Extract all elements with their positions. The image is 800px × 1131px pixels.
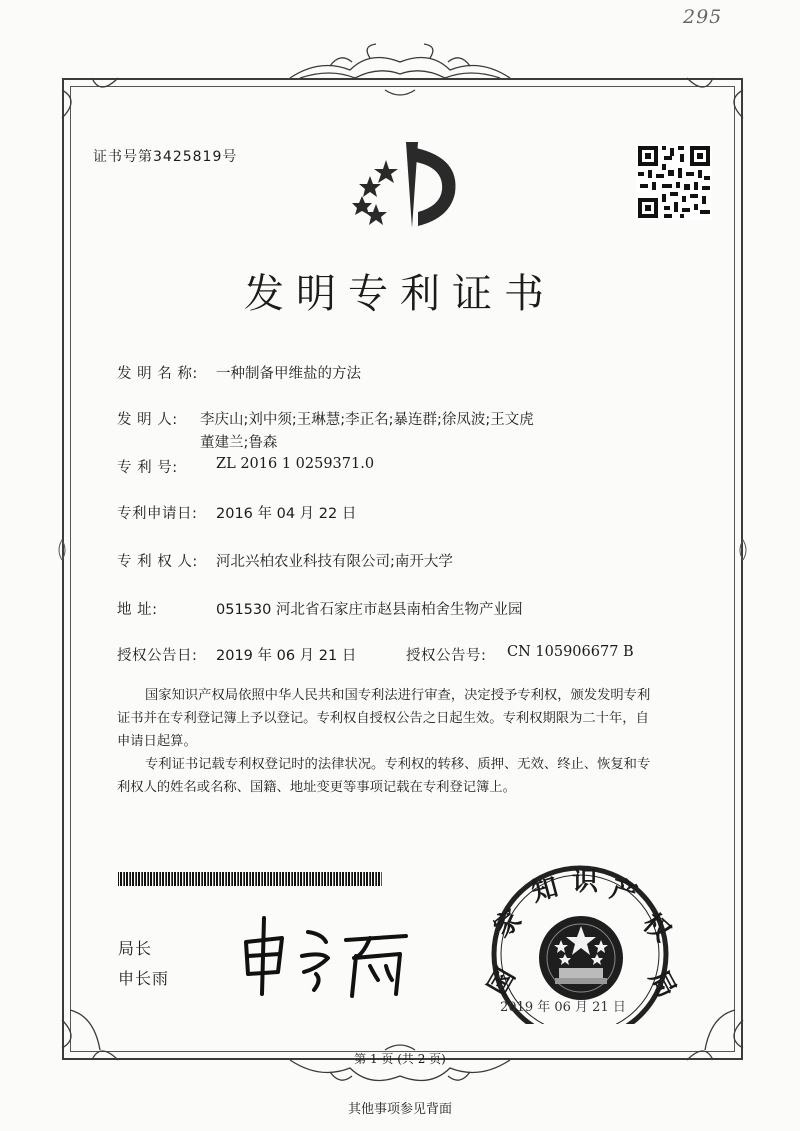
- address-label: 地 址:: [117, 602, 158, 618]
- director-name: 申长雨: [118, 969, 170, 988]
- certificate-number: 证书号第3425819号: [93, 149, 238, 165]
- grant-number-label: 授权公告号:: [406, 648, 487, 664]
- seal-char: 国: [482, 963, 522, 1001]
- body-paragraph-1-line-3: 申请日起算。: [117, 734, 197, 749]
- page-indicator: 第 1 页 (共 2 页): [354, 1052, 446, 1066]
- patent-number-value: ZL 2016 1 0259371.0: [216, 456, 375, 472]
- body-paragraph-2-line-1: 专利证书记载专利权登记时的法律状况。专利权的转移、质押、无效、终止、恢复和专: [145, 757, 651, 772]
- handwritten-page-number: 295: [683, 6, 723, 28]
- seal-date: 2019 年 06 月 21 日: [500, 1000, 626, 1015]
- seal-char: 知: [528, 872, 562, 909]
- patentee-value: 河北兴柏农业科技有限公司;南开大学: [216, 554, 453, 570]
- certificate-title: 发明专利证书: [244, 271, 556, 317]
- seal-char: 权: [636, 908, 677, 948]
- address-value: 051530 河北省石家庄市赵县南柏舍生物产业园: [216, 602, 523, 618]
- qr-code-icon: [636, 144, 712, 220]
- seal-char: 识: [571, 867, 599, 897]
- seal-char: 家: [488, 904, 528, 944]
- invention-name-value: 一种制备甲维盐的方法: [216, 366, 361, 382]
- filing-date-label: 专利申请日:: [117, 506, 198, 522]
- director-title: 局长: [118, 939, 153, 958]
- cnipa-logo-icon: [340, 138, 470, 238]
- grant-date-value: 2019 年 06 月 21 日: [216, 648, 357, 664]
- grant-date-label: 授权公告日:: [117, 648, 198, 664]
- body-paragraph-2-line-2: 利权人的姓名或名称、国籍、地址变更等事项记载在专利登记簿上。: [117, 780, 516, 795]
- invention-name-label: 发 明 名 称:: [117, 366, 198, 382]
- director-signature-icon: [238, 912, 428, 1002]
- seal-char: 产: [606, 874, 641, 911]
- inventors-label: 发 明 人:: [117, 412, 178, 428]
- filing-date-value: 2016 年 04 月 22 日: [216, 506, 357, 522]
- patentee-label: 专 利 权 人:: [117, 554, 198, 570]
- body-paragraph-1-line-2: 证书并在专利登记簿上予以登记。专利权自授权公告之日起生效。专利权期限为二十年，自: [117, 711, 649, 726]
- barcode-icon: [118, 872, 382, 886]
- grant-number-value: CN 105906677 B: [507, 644, 634, 660]
- seal-char: 局: [642, 965, 682, 1003]
- inventors-value-line1: 李庆山;刘中须;王琳慧;李正名;暴连群;徐凤波;王文虎: [200, 412, 534, 428]
- patent-number-label: 专 利 号:: [117, 460, 178, 476]
- footer-note: 其他事项参见背面: [347, 1102, 452, 1117]
- body-paragraph-1-line-1: 国家知识产权局依照中华人民共和国专利法进行审查，决定授予专利权，颁发发明专利: [145, 688, 651, 703]
- inventors-value-line2: 董建兰;鲁森: [200, 435, 278, 451]
